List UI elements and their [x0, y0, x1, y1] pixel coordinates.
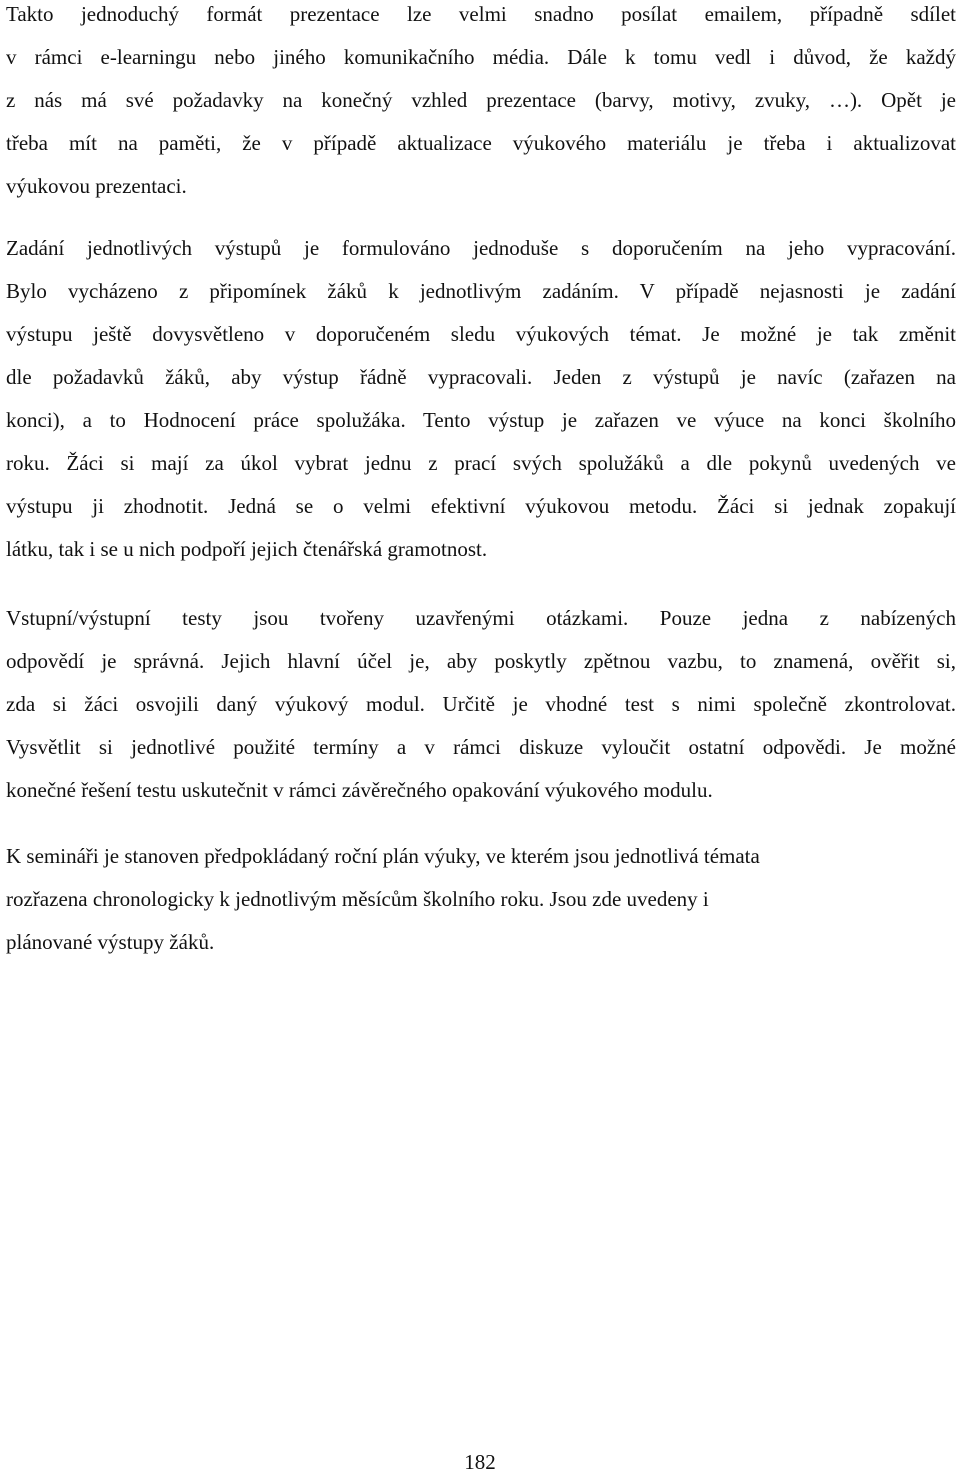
text-line: Zadání jednotlivých výstupů je formulováno jednoduše s doporučením na jeho vypracování.: [6, 236, 956, 260]
text-line: výukovou prezentaci.: [6, 174, 187, 198]
text-line: z nás má své požadavky na konečný vzhled prezentace (barvy, motivy, zvuky, …). Opět je: [6, 88, 956, 112]
text-line: zda si žáci osvojili daný výukový modul. Určitě je vhodné test s nimi společně zkontrolovat.: [6, 692, 956, 716]
text-line: látku, tak i se u nich podpoří jejich čtenářská gramotnost.: [6, 537, 488, 561]
text-line: roku. Žáci si mají za úkol vybrat jednu z prací svých spolužáků a dle pokynů uvedených ve: [6, 451, 956, 475]
text-line: konečné řešení testu uskutečnit v rámci závěrečného opakování výukového modulu.: [6, 778, 713, 802]
paragraph-2: [6, 227, 956, 571]
text-line: Bylo vycházeno z připomínek žáků k jednotlivým zadáním. V případě nejasnosti je zadání: [6, 279, 956, 303]
text-line: třeba mít na paměti, že v případě aktualizace výukového materiálu je třeba i aktualizovat: [6, 131, 956, 155]
text-line: v rámci e-learningu nebo jiného komunikačního média. Dále k tomu vedl i důvod, že každý: [6, 45, 956, 69]
text-line: odpovědí je správná. Jejich hlavní účel je, aby poskytly zpětnou vazbu, to znamená, ověřit si,: [6, 649, 956, 673]
text-line: výstupu ji zhodnotit. Jedná se o velmi efektivní výukovou metodu. Žáci si jednak zopakují: [6, 494, 956, 518]
text-line: Takto jednoduchý formát prezentace lze velmi snadno posílat emailem, případně sdílet: [6, 2, 956, 26]
text-line: Vysvětlit si jednotlivé použité termíny a v rámci diskuze vyloučit ostatní odpovědi. Je možné: [6, 735, 956, 759]
text-line: výstupu ještě dovysvětleno v doporučeném sledu výukových témat. Je možné je tak změnit: [6, 322, 956, 346]
text-line: konci), a to Hodnocení práce spolužáka. Tento výstup je zařazen ve výuce na konci školního: [6, 408, 956, 432]
text-line: dle požadavků žáků, aby výstup řádně vypracovali. Jeden z výstupů je navíc (zařazen na: [6, 365, 956, 389]
paragraph-1: [6, 0, 956, 208]
page-number: 182: [464, 1450, 496, 1474]
text-line: rozřazena chronologicky k jednotlivým měsícům školního roku. Jsou zde uvedeny i: [6, 887, 709, 911]
text-line: Vstupní/výstupní testy jsou tvořeny uzavřenými otázkami. Pouze jedna z nabízených: [6, 606, 956, 630]
paragraph-4: [6, 835, 956, 964]
text-line: K semináři je stanoven předpokládaný roční plán výuky, ve kterém jsou jednotlivá témata: [6, 844, 760, 868]
text-line: plánované výstupy žáků.: [6, 930, 215, 954]
paragraph-3: [6, 597, 956, 812]
